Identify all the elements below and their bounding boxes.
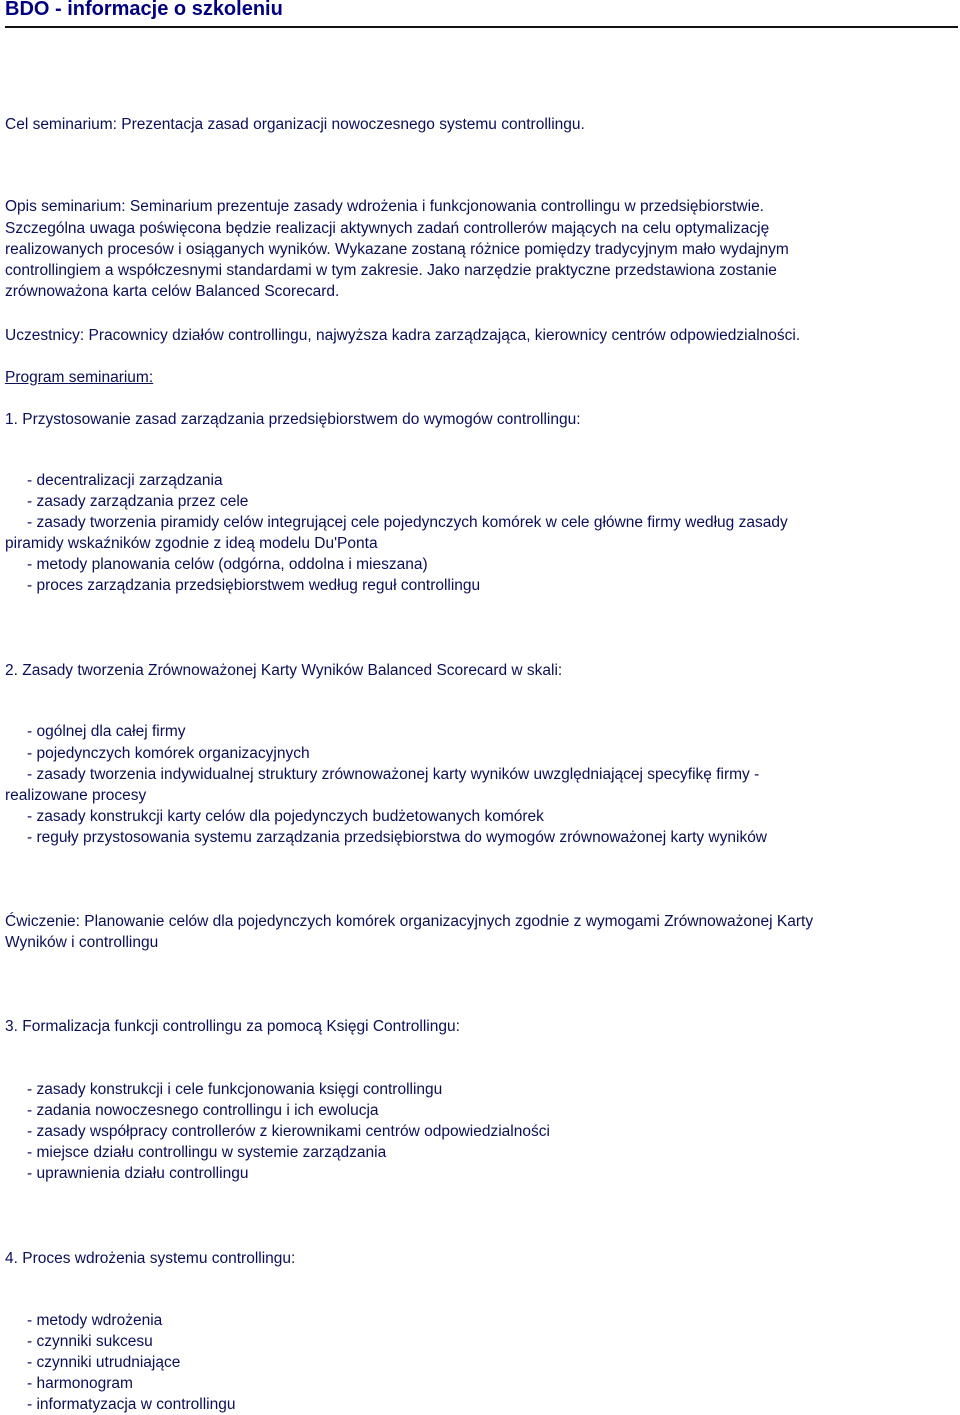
list-item: - harmonogram xyxy=(27,1375,133,1392)
description-line: Opis seminarium: Seminarium prezentuje zasady wdrożenia i funkcjonowania controllingu w przedsiębiorstwie. xyxy=(5,198,764,215)
list-item: - proces zarządzania przedsiębiorstwem według reguł controllingu xyxy=(27,577,481,594)
list-item: - reguły przystosowania systemu zarządzania przedsiębiorstwa do wymogów zrównoważonej karty wyników xyxy=(27,829,768,846)
page-header xyxy=(5,0,958,28)
exercise-line: Ćwiczenie: Planowanie celów dla pojedynczych komórek organizacyjnych zgodnie z wymogami Zrównoważonej Karty xyxy=(5,913,814,930)
section-heading: 3. Formalizacja funkcji controllingu za pomocą Księgi Controllingu: xyxy=(5,1018,460,1035)
list-item: - ogólnej dla całej firmy xyxy=(27,723,186,740)
list-item: - metody planowania celów (odgórna, oddolna i mieszana) xyxy=(27,556,428,573)
description-line: realizowanych procesów i osiąganych wyników. Wykazane zostaną różnice pomiędzy tradycyjnym mało wydajnym xyxy=(5,241,789,258)
section-heading: 4. Proces wdrożenia systemu controllingu: xyxy=(5,1250,296,1267)
list-item: - zasady tworzenia indywidualnej struktury zrównoważonej karty wyników uwzględniającej specyfikę firmy - xyxy=(27,766,760,783)
list-item: - pojedynczych komórek organizacyjnych xyxy=(27,745,310,762)
description-line: Szczególna uwaga poświęcona będzie realizacji aktywnych zadań controllerów mających na celu optymalizację xyxy=(5,220,770,237)
list-item: - uprawnienia działu controllingu xyxy=(27,1165,249,1182)
list-item: - zasady zarządzania przez cele xyxy=(27,493,249,510)
list-item-continuation: realizowane procesy xyxy=(5,787,147,804)
list-item-continuation: piramidy wskaźników zgodnie z ideą modelu Du'Ponta xyxy=(5,535,378,552)
exercise-line: Wyników i controllingu xyxy=(5,934,159,951)
description-line: zrównoważona karta celów Balanced Scorecard. xyxy=(5,283,340,300)
list-item: - zasady konstrukcji i cele funkcjonowania księgi controllingu xyxy=(27,1081,443,1098)
program-heading: Program seminarium: xyxy=(5,369,154,386)
participants: Uczestnicy: Pracownicy działów controllingu, najwyższa kadra zarządzająca, kierownicy centrów odpowiedzialności. xyxy=(5,327,801,344)
list-item: - czynniki sukcesu xyxy=(27,1333,153,1350)
list-item: - miejsce działu controllingu w systemie zarządzania xyxy=(27,1144,387,1161)
list-item: - zasady konstrukcji karty celów dla pojedynczych budżetowanych komórek xyxy=(27,808,544,825)
seminar-goal: Cel seminarium: Prezentacja zasad organizacji nowoczesnego systemu controllingu. xyxy=(5,116,585,133)
list-item: - decentralizacji zarządzania xyxy=(27,472,223,489)
list-item: - informatyzacja w controllingu xyxy=(27,1396,236,1413)
page-title: BDO - informacje o szkoleniu xyxy=(5,0,283,20)
list-item: - zadania nowoczesnego controllingu i ich ewolucja xyxy=(27,1102,379,1119)
section-heading: 2. Zasady tworzenia Zrównoważonej Karty Wyników Balanced Scorecard w skali: xyxy=(5,662,563,679)
list-item: - czynniki utrudniające xyxy=(27,1354,181,1371)
list-item: - zasady współpracy controllerów z kierownikami centrów odpowiedzialności xyxy=(27,1123,550,1140)
description-line: controllingiem a współczesnymi standardami w tym zakresie. Jako narzędzie praktyczne przedstawiona zostanie xyxy=(5,262,777,279)
section-heading: 1. Przystosowanie zasad zarządzania przedsiębiorstwem do wymogów controllingu: xyxy=(5,411,581,428)
list-item: - zasady tworzenia piramidy celów integrującej cele pojedynczych komórek w cele główne firmy według zasady xyxy=(27,514,788,531)
list-item: - metody wdrożenia xyxy=(27,1312,163,1329)
